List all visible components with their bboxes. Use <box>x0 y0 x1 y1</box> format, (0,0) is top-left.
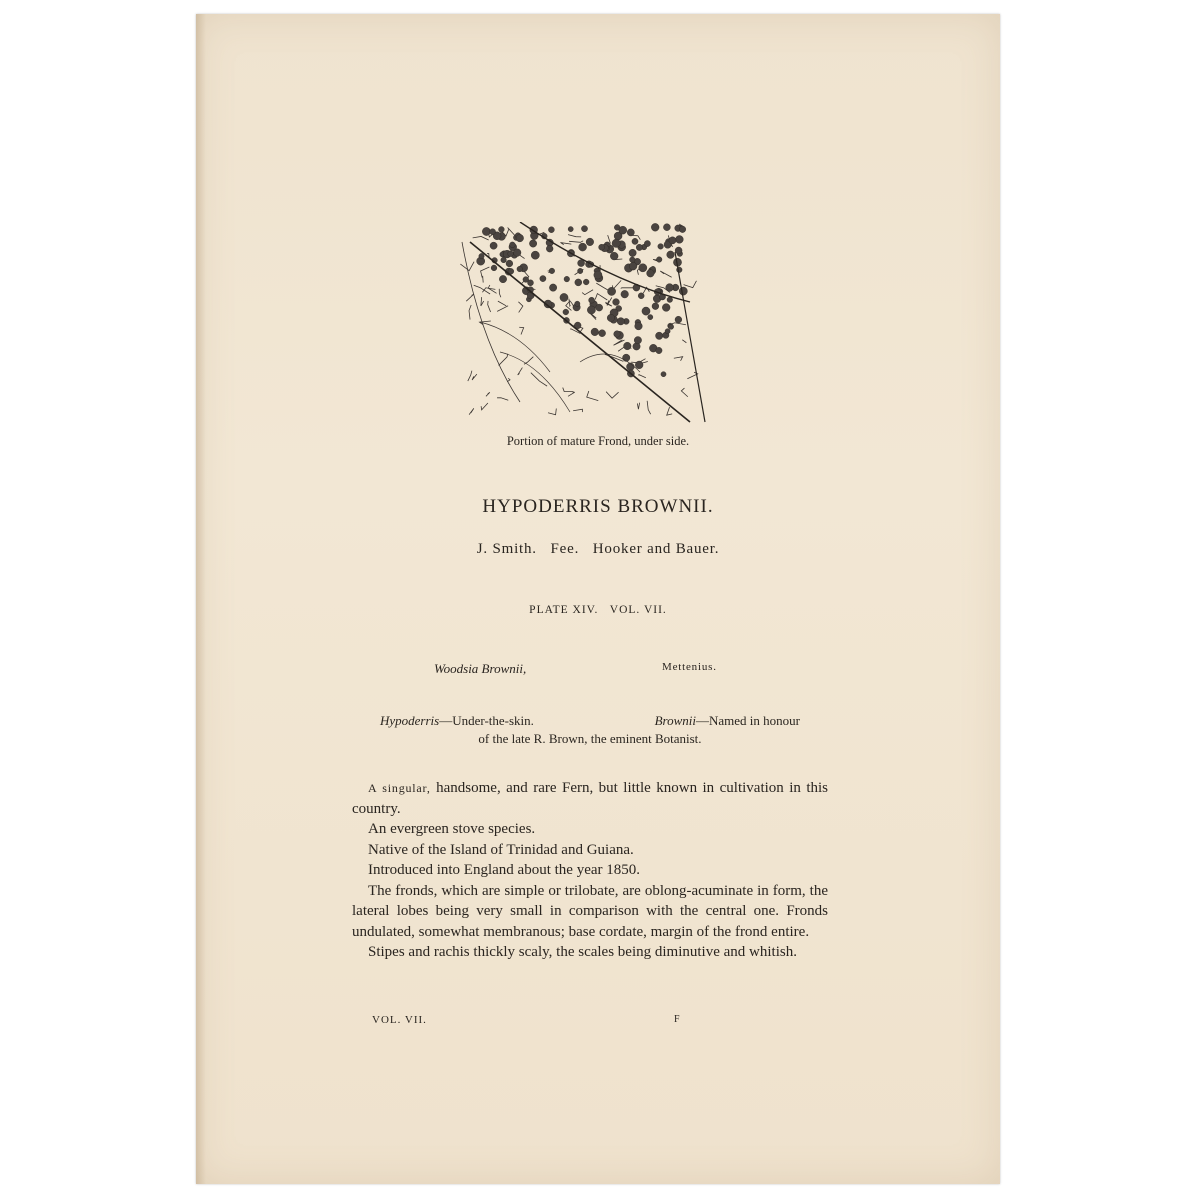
footer-volume: VOL. VII. <box>372 1014 427 1026</box>
illustration-caption: Portion of mature Frond, under side. <box>506 434 690 448</box>
etymology <box>380 712 800 748</box>
authorities-line <box>196 541 1000 558</box>
authority-fee: Fee. <box>550 541 580 557</box>
authority-smith: J. Smith. <box>476 541 537 557</box>
paragraph-6: Stipes and rachis thickly scaly, the scales being diminutive and whitish. <box>368 944 797 960</box>
paragraph-1: A singular, handsome, and rare Fern, but little known in cultivation in this country. <box>352 780 829 817</box>
description-text <box>352 778 828 963</box>
book-page <box>196 14 1000 1184</box>
paragraph-5: The fronds, which are simple or trilobate, are oblong-acuminate in form, the lateral lobes being very small in comparison with the central one. Fronds undulated, somewhat membranous; base cordate, margin of the frond entire. <box>352 882 828 940</box>
etymology-genus: Hypoderris—Under-the-skin. <box>380 713 534 728</box>
plate-reference: PLATE XIV. VOL. VII. <box>529 604 667 616</box>
paragraph-2: An evergreen stove species. <box>368 821 536 837</box>
fern-frond-engraving-icon <box>460 222 710 427</box>
paragraph-3: Native of the Island of Trinidad and Guiana. <box>368 841 634 858</box>
synonym-name: Woodsia Brownii, <box>434 661 527 676</box>
etymology-species: Brownii—Named in honour <box>654 713 800 728</box>
authority-hooker-bauer: Hooker and Bauer. <box>592 541 720 557</box>
paragraph-4: Introduced into England about the year 1850. <box>368 862 641 878</box>
etymology-continuation: of the late R. Brown, the eminent Botanist. <box>478 731 702 746</box>
synonym-author: Mettenius. <box>662 661 717 673</box>
footer-signature: F <box>674 1014 680 1025</box>
species-title: HYPODERRIS BROWNII. <box>482 496 714 517</box>
